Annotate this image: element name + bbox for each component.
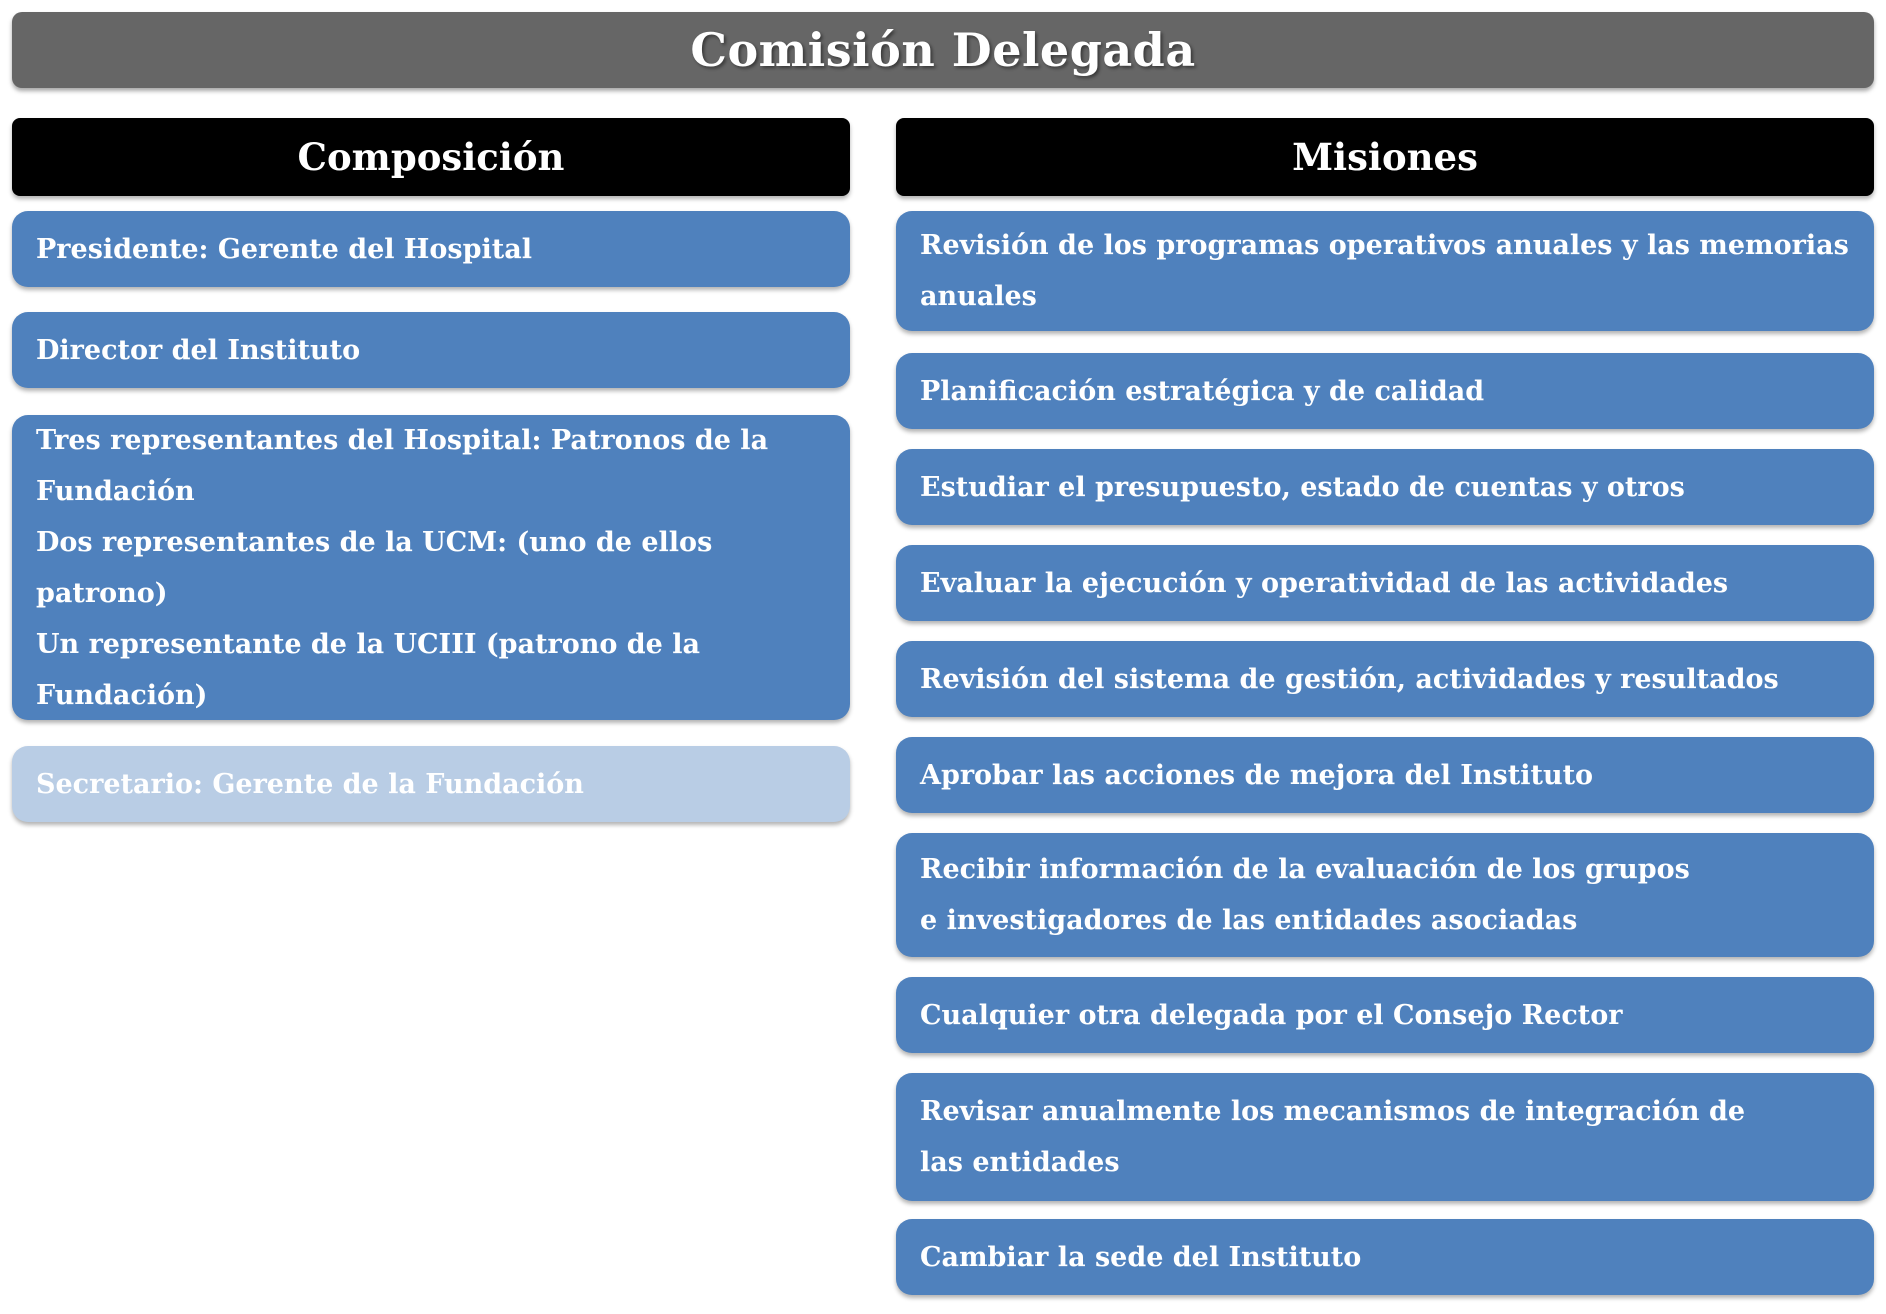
mision-box [896, 1073, 1874, 1201]
mision-item: Revisión de los programas operativos anuales y las memorias anuales [920, 230, 1849, 312]
composicion-item: Presidente: Gerente del Hospital [36, 233, 532, 265]
diagram-title: Comisión Delegada [690, 23, 1196, 77]
mision-item: Recibir información de la evaluación de los grupos e investigadores de las entidades asociadas [920, 854, 1690, 936]
composicion-box-representantes [12, 415, 850, 720]
mision-box [896, 977, 1874, 1053]
mision-item: Aprobar las acciones de mejora del Instituto [920, 759, 1594, 791]
composicion-item: Dos representantes de la UCM: (uno de ellos patrono) [36, 526, 713, 609]
misiones-header-label: Misiones [1292, 135, 1478, 179]
composicion-box-presidente [12, 211, 850, 287]
misiones-header [896, 118, 1874, 196]
composicion-header [12, 118, 850, 196]
mision-box [896, 641, 1874, 717]
composicion-item: Director del Instituto [36, 334, 361, 366]
mision-item: Estudiar el presupuesto, estado de cuentas y otros [920, 471, 1685, 503]
composicion-header-label: Composición [297, 135, 565, 179]
mision-box [896, 353, 1874, 429]
mision-item: Cualquier otra delegada por el Consejo Rector [920, 999, 1623, 1031]
mision-item: Revisión del sistema de gestión, actividades y resultados [920, 663, 1779, 695]
mision-box [896, 211, 1874, 331]
mision-box [896, 833, 1874, 957]
mision-box [896, 737, 1874, 813]
mision-box [896, 545, 1874, 621]
composicion-box-director [12, 312, 850, 388]
mision-box [896, 1219, 1874, 1295]
composicion-item: Tres representantes del Hospital: Patronos de la Fundación [36, 424, 769, 507]
composicion-item: Secretario: Gerente de la Fundación [36, 768, 584, 800]
mision-item: Revisar anualmente los mecanismos de integración de las entidades [920, 1096, 1746, 1178]
mision-item: Cambiar la sede del Instituto [920, 1241, 1362, 1273]
mision-item: Evaluar la ejecución y operatividad de las actividades [920, 567, 1729, 599]
mision-item: Planificación estratégica y de calidad [920, 375, 1485, 407]
mision-box [896, 449, 1874, 525]
composicion-box-secretario [12, 746, 850, 822]
composicion-item: Un representante de la UCIII (patrono de la Fundación) [36, 628, 700, 711]
diagram-title-bar [12, 12, 1874, 88]
